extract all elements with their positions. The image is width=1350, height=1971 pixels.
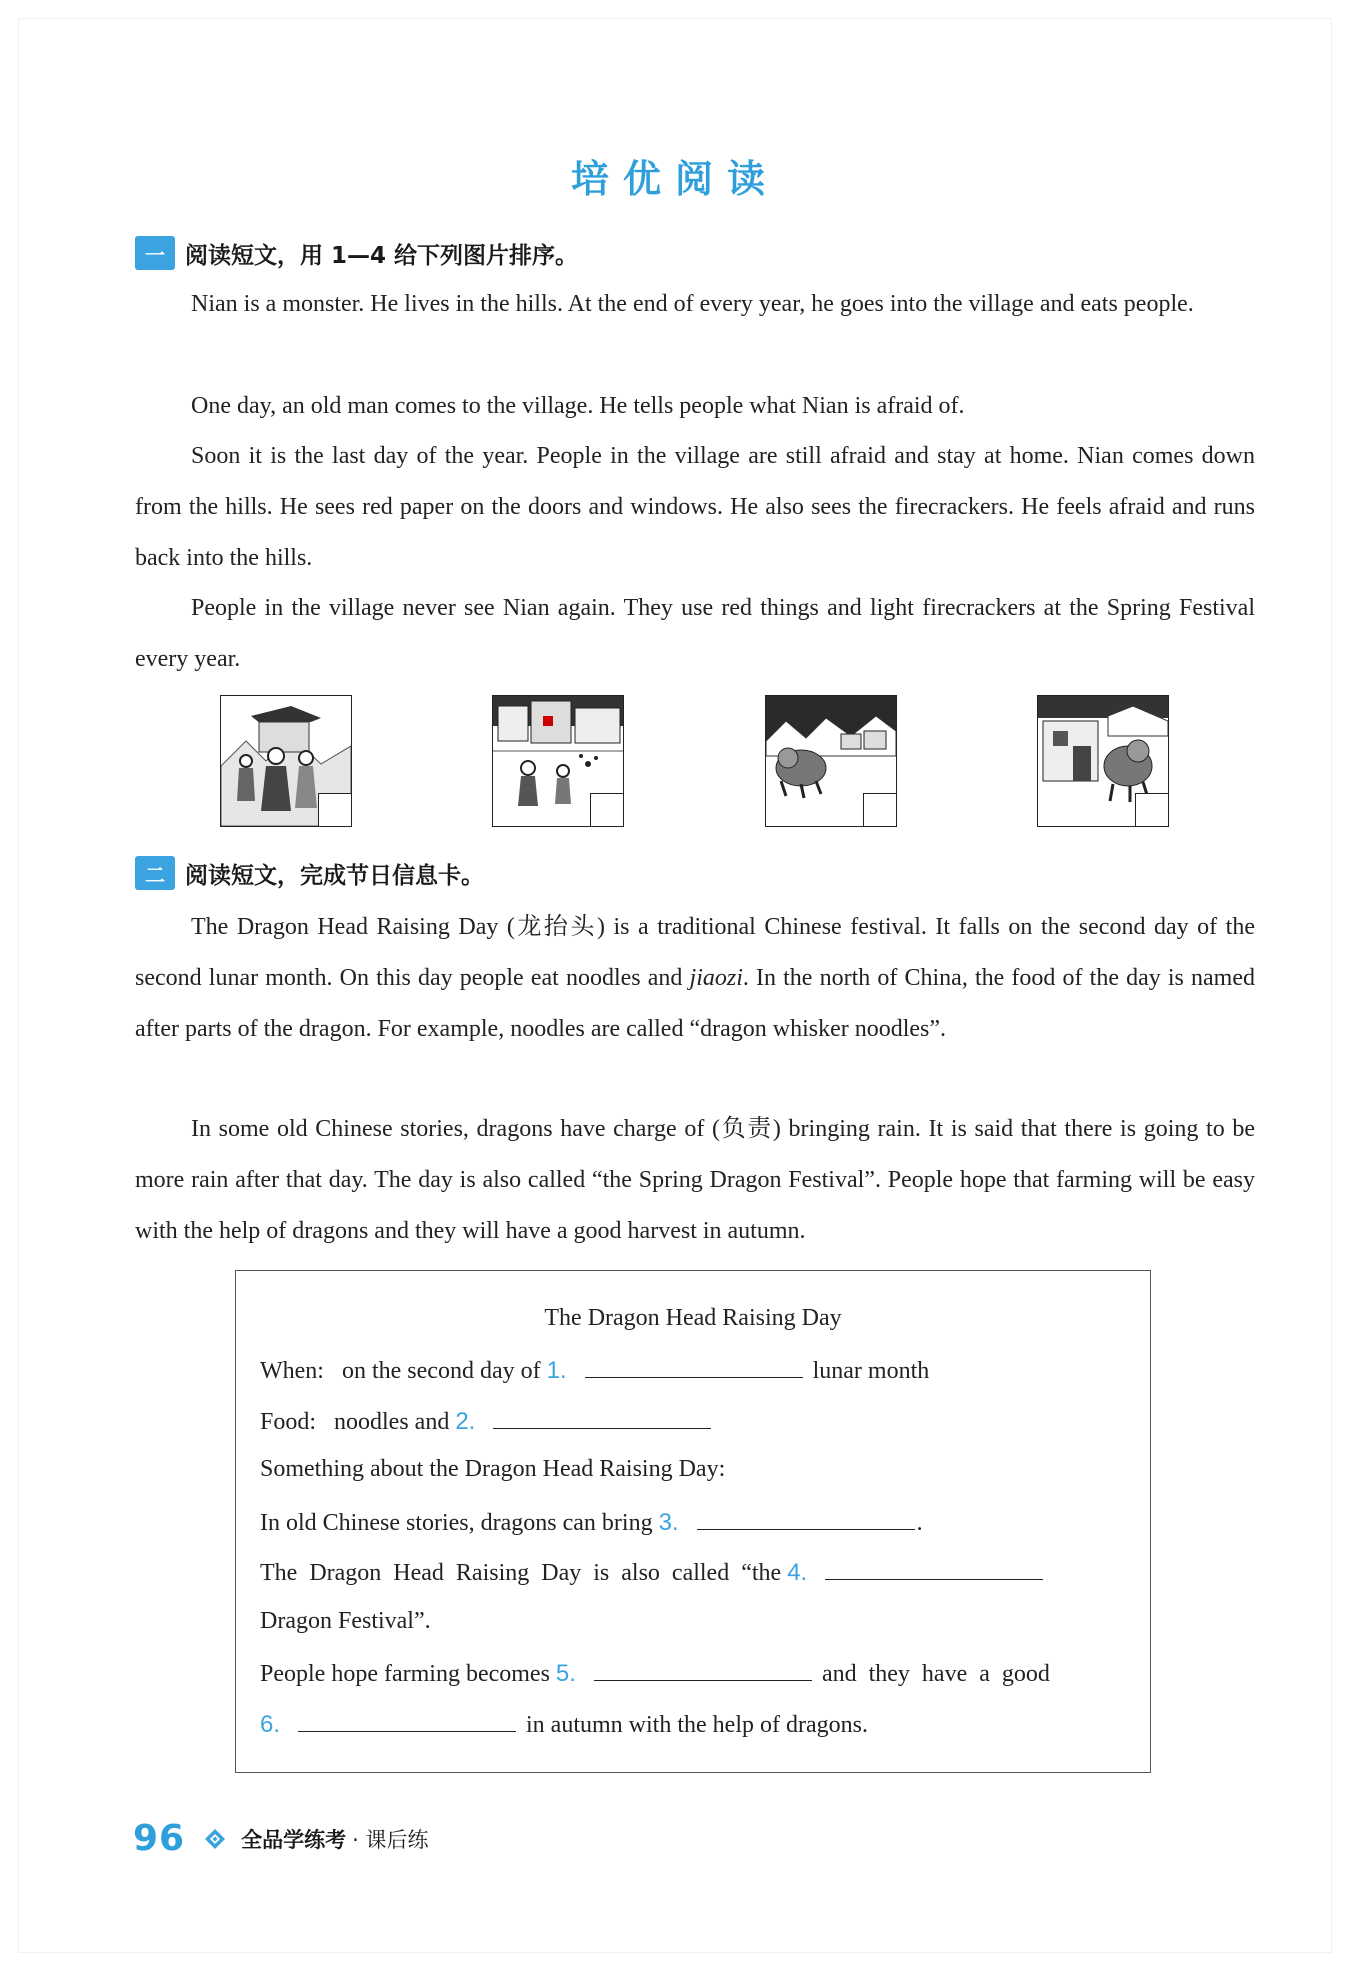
blank-number-1: 1. — [546, 1357, 567, 1384]
answer-blank-5[interactable] — [594, 1658, 812, 1681]
blank-number-5: 5. — [555, 1660, 576, 1687]
card-food-line: Food: noodles and 2. — [260, 1406, 721, 1436]
passage1-paragraph-3: Soon it is the last day of the year. People in the village are still afraid and stay at home. Nian comes down from the hills. He sees red paper on the doors and windows. He also sees the firecrackers. He feels afraid and runs back into the hills. — [135, 443, 1255, 571]
page-footer — [133, 1818, 428, 1859]
section2-header — [135, 856, 484, 890]
blank-number-2: 2. — [455, 1408, 476, 1435]
blank-number-3: 3. — [658, 1509, 679, 1536]
answer-blank-1[interactable] — [585, 1355, 803, 1378]
answer-blank-3[interactable] — [697, 1507, 915, 1530]
page-title: 培优阅读 — [570, 157, 779, 201]
section1-badge: 一 — [135, 236, 175, 270]
blank-number-6: 6. — [260, 1711, 281, 1738]
answer-blank-6[interactable] — [298, 1709, 516, 1732]
card-title: The Dragon Head Raising Day — [544, 1305, 842, 1331]
jiaozi-word: jiaozi — [689, 965, 743, 991]
card-autumn-line: 6. in autumn with the help of dragons. — [260, 1711, 868, 1738]
passage2-paragraph-1: The Dragon Head Raising Day (龙抬头) is a traditional Chinese festival. It falls on the second day of the second lunar month. On this day people eat noodles and jiaozi. In the north of China, the food of the day is named after parts of the dragon. For example, noodles are called “dragon whisker noodles”. — [135, 914, 1255, 1042]
card-rain-line: In old Chinese stories, dragons can bring 3. . — [260, 1509, 923, 1536]
card-when-line: When: on the second day of 1. lunar month — [260, 1357, 930, 1384]
section2-badge: 二 — [135, 856, 175, 890]
section2-instruction: 阅读短文，完成节日信息卡。 — [185, 862, 484, 889]
card-something-line: Something about the Dragon Head Raising Day: — [260, 1456, 726, 1482]
children-with-firecrackers-picture — [492, 695, 624, 827]
passage2-paragraph-2: In some old Chinese stories, dragons have charge of (负责) bringing rain. It is said that there is going to be more rain after that day. The day is also called “the Spring Dragon Festival”. People hope that farming will be easy with the help of dragons and they will have a good harvest in autumn. — [135, 1116, 1255, 1244]
page-number: 96 — [133, 1818, 186, 1859]
nian-at-door-picture — [1037, 695, 1169, 827]
brand-subtitle: · 课后练 — [352, 1827, 429, 1852]
passage1-paragraph-4: People in the village never see Nian again. They use red things and light firecrackers at the Spring Festival every year. — [135, 595, 1255, 672]
answer-blank-4[interactable] — [825, 1557, 1043, 1580]
ordering-pictures — [220, 695, 1170, 830]
passage1-paragraph-2: One day, an old man comes to the village. He tells people what Nian is afraid of. — [191, 393, 965, 419]
section1-header — [135, 236, 578, 270]
old-man-and-villagers-picture — [220, 695, 352, 827]
festival-info-card — [235, 1270, 1151, 1773]
card-called-line: The Dragon Head Raising Day is also called “the 4. — [260, 1557, 1053, 1587]
card-hope-line: People hope farming becomes 5. and they have a good — [260, 1660, 1050, 1687]
section1-instruction: 阅读短文，用 1—4 给下列图片排序。 — [185, 242, 579, 269]
nian-in-hills-picture — [765, 695, 897, 827]
card-called-end-line: Dragon Festival”. — [260, 1608, 431, 1634]
answer-box-3[interactable] — [863, 793, 897, 827]
diamond-icon — [203, 1827, 227, 1851]
passage1-paragraph-1: Nian is a monster. He lives in the hills. At the end of every year, he goes into the village and eats people. — [191, 291, 1194, 317]
answer-box-2[interactable] — [590, 793, 624, 827]
answer-box-4[interactable] — [1135, 793, 1169, 827]
answer-blank-2[interactable] — [493, 1406, 711, 1429]
blank-number-4: 4. — [787, 1559, 808, 1586]
brand-name: 全品学练考 — [241, 1827, 347, 1852]
answer-box-1[interactable] — [318, 793, 352, 827]
